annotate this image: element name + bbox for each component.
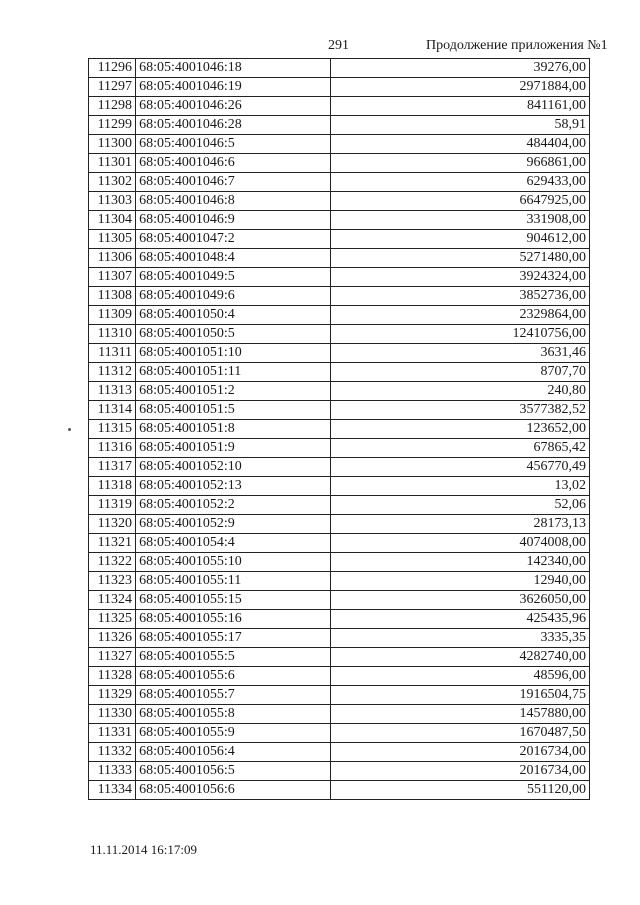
table-row: [89, 534, 590, 553]
table-row: [89, 496, 590, 515]
cadastral-value-cell: 3631,46: [330, 344, 589, 363]
row-number-cell: 11325: [89, 610, 136, 629]
cadastral-number-cell: 68:05:4001046:26: [136, 97, 331, 116]
row-number-cell: 11298: [89, 97, 136, 116]
table-row: [89, 249, 590, 268]
cadastral-value-cell: 1457880,00: [330, 705, 589, 724]
cadastral-value-cell: 331908,00: [330, 211, 589, 230]
cadastral-number-cell: 68:05:4001049:5: [136, 268, 331, 287]
table-body: [89, 59, 590, 800]
cadastral-value-cell: 28173,13: [330, 515, 589, 534]
cadastral-value-cell: 456770,49: [330, 458, 589, 477]
row-number-cell: 11324: [89, 591, 136, 610]
table-row: [89, 439, 590, 458]
row-number-cell: 11329: [89, 686, 136, 705]
cadastral-value-cell: 3577382,52: [330, 401, 589, 420]
cadastral-value-cell: 123652,00: [330, 420, 589, 439]
table-row: [89, 59, 590, 78]
cadastral-value-cell: 2971884,00: [330, 78, 589, 97]
table-row: [89, 705, 590, 724]
row-number-cell: 11307: [89, 268, 136, 287]
table-row: [89, 724, 590, 743]
row-number-cell: 11303: [89, 192, 136, 211]
cadastral-number-cell: 68:05:4001055:7: [136, 686, 331, 705]
cadastral-value-cell: 142340,00: [330, 553, 589, 572]
cadastral-number-cell: 68:05:4001051:8: [136, 420, 331, 439]
table-row: [89, 192, 590, 211]
cadastral-number-cell: 68:05:4001051:2: [136, 382, 331, 401]
cadastral-value-cell: 4074008,00: [330, 534, 589, 553]
table-row: [89, 363, 590, 382]
row-number-cell: 11305: [89, 230, 136, 249]
row-number-cell: 11333: [89, 762, 136, 781]
cadastral-value-cell: 52,06: [330, 496, 589, 515]
cadastral-value-cell: 67865,42: [330, 439, 589, 458]
row-number-cell: 11317: [89, 458, 136, 477]
table-row: [89, 287, 590, 306]
table-row: [89, 458, 590, 477]
row-number-cell: 11314: [89, 401, 136, 420]
cadastral-value-cell: 904612,00: [330, 230, 589, 249]
cadastral-number-cell: 68:05:4001046:8: [136, 192, 331, 211]
footer-timestamp: 11.11.2014 16:17:09: [90, 842, 198, 857]
cadastral-number-cell: 68:05:4001055:15: [136, 591, 331, 610]
cadastral-number-cell: 68:05:4001051:11: [136, 363, 331, 382]
table-row: [89, 515, 590, 534]
cadastral-value-cell: 240,80: [330, 382, 589, 401]
page-number: 291: [328, 38, 349, 53]
cadastral-number-cell: 68:05:4001050:4: [136, 306, 331, 325]
table-row: [89, 401, 590, 420]
table-row: [89, 78, 590, 97]
cadastral-value-cell: 12940,00: [330, 572, 589, 591]
table-row: [89, 591, 590, 610]
table-row: [89, 762, 590, 781]
cadastral-number-cell: 68:05:4001046:6: [136, 154, 331, 173]
row-number-cell: 11326: [89, 629, 136, 648]
cadastral-number-cell: 68:05:4001056:5: [136, 762, 331, 781]
cadastral-number-cell: 68:05:4001055:11: [136, 572, 331, 591]
cadastral-value-cell: 3626050,00: [330, 591, 589, 610]
row-number-cell: 11323: [89, 572, 136, 591]
row-number-cell: 11313: [89, 382, 136, 401]
table-row: [89, 268, 590, 287]
cadastral-number-cell: 68:05:4001046:7: [136, 173, 331, 192]
cadastral-value-cell: 841161,00: [330, 97, 589, 116]
cadastral-value-cell: 629433,00: [330, 173, 589, 192]
cadastral-number-cell: 68:05:4001055:8: [136, 705, 331, 724]
cadastral-value-cell: 425435,96: [330, 610, 589, 629]
cadastral-value-cell: 2329864,00: [330, 306, 589, 325]
row-number-cell: 11316: [89, 439, 136, 458]
page-header-title: Продолжение приложения №1: [426, 38, 608, 53]
cadastral-number-cell: 68:05:4001056:4: [136, 743, 331, 762]
row-number-cell: 11300: [89, 135, 136, 154]
row-number-cell: 11309: [89, 306, 136, 325]
table-row: [89, 116, 590, 135]
row-number-cell: 11315: [89, 420, 136, 439]
cadastral-number-cell: 68:05:4001052:10: [136, 458, 331, 477]
cadastral-value-cell: 3852736,00: [330, 287, 589, 306]
cadastral-value-cell: 484404,00: [330, 135, 589, 154]
cadastral-number-cell: 68:05:4001047:2: [136, 230, 331, 249]
cadastral-value-cell: 5271480,00: [330, 249, 589, 268]
row-number-cell: 11319: [89, 496, 136, 515]
cadastral-value-cell: 12410756,00: [330, 325, 589, 344]
cadastral-number-cell: 68:05:4001055:16: [136, 610, 331, 629]
row-number-cell: 11301: [89, 154, 136, 173]
cadastral-number-cell: 68:05:4001051:10: [136, 344, 331, 363]
cadastral-number-cell: 68:05:4001050:5: [136, 325, 331, 344]
cadastral-value-cell: 3924324,00: [330, 268, 589, 287]
cadastral-number-cell: 68:05:4001051:9: [136, 439, 331, 458]
table-row: [89, 686, 590, 705]
table-row: [89, 477, 590, 496]
table-row: [89, 97, 590, 116]
row-number-cell: 11304: [89, 211, 136, 230]
cadastral-value-cell: 58,91: [330, 116, 589, 135]
table-row: [89, 648, 590, 667]
cadastral-value-cell: 2016734,00: [330, 762, 589, 781]
cadastral-value-cell: 1916504,75: [330, 686, 589, 705]
cadastral-number-cell: 68:05:4001055:9: [136, 724, 331, 743]
table-row: [89, 344, 590, 363]
cadastral-value-cell: 3335,35: [330, 629, 589, 648]
table-row: [89, 154, 590, 173]
table-row: [89, 211, 590, 230]
cadastral-number-cell: 68:05:4001049:6: [136, 287, 331, 306]
row-number-cell: 11302: [89, 173, 136, 192]
row-number-cell: 11320: [89, 515, 136, 534]
table-row: [89, 781, 590, 800]
table-row: [89, 743, 590, 762]
table-row: [89, 420, 590, 439]
row-number-cell: 11311: [89, 344, 136, 363]
scan-speck: [68, 428, 71, 431]
cadastral-value-cell: 551120,00: [330, 781, 589, 800]
cadastral-number-cell: 68:05:4001046:18: [136, 59, 331, 78]
cadastral-value-cell: 8707,70: [330, 363, 589, 382]
cadastral-number-cell: 68:05:4001052:13: [136, 477, 331, 496]
cadastral-value-cell: 4282740,00: [330, 648, 589, 667]
table-row: [89, 325, 590, 344]
cadastral-number-cell: 68:05:4001054:4: [136, 534, 331, 553]
row-number-cell: 11306: [89, 249, 136, 268]
row-number-cell: 11327: [89, 648, 136, 667]
row-number-cell: 11299: [89, 116, 136, 135]
row-number-cell: 11318: [89, 477, 136, 496]
cadastral-number-cell: 68:05:4001055:6: [136, 667, 331, 686]
cadastral-number-cell: 68:05:4001056:6: [136, 781, 331, 800]
row-number-cell: 11331: [89, 724, 136, 743]
table-row: [89, 135, 590, 154]
table-row: [89, 553, 590, 572]
cadastral-value-cell: 48596,00: [330, 667, 589, 686]
cadastral-number-cell: 68:05:4001046:28: [136, 116, 331, 135]
row-number-cell: 11297: [89, 78, 136, 97]
table-row: [89, 610, 590, 629]
row-number-cell: 11308: [89, 287, 136, 306]
row-number-cell: 11330: [89, 705, 136, 724]
cadastral-number-cell: 68:05:4001048:4: [136, 249, 331, 268]
cadastral-value-cell: 39276,00: [330, 59, 589, 78]
row-number-cell: 11332: [89, 743, 136, 762]
row-number-cell: 11312: [89, 363, 136, 382]
cadastral-number-cell: 68:05:4001046:9: [136, 211, 331, 230]
table-row: [89, 173, 590, 192]
cadastral-value-table: [88, 58, 590, 800]
row-number-cell: 11322: [89, 553, 136, 572]
cadastral-value-cell: 6647925,00: [330, 192, 589, 211]
cadastral-value-cell: 966861,00: [330, 154, 589, 173]
cadastral-value-cell: 2016734,00: [330, 743, 589, 762]
table-row: [89, 572, 590, 591]
cadastral-number-cell: 68:05:4001052:2: [136, 496, 331, 515]
cadastral-number-cell: 68:05:4001046:19: [136, 78, 331, 97]
row-number-cell: 11334: [89, 781, 136, 800]
row-number-cell: 11328: [89, 667, 136, 686]
cadastral-value-cell: 13,02: [330, 477, 589, 496]
table-row: [89, 629, 590, 648]
table-row: [89, 667, 590, 686]
table-row: [89, 306, 590, 325]
table-row: [89, 230, 590, 249]
cadastral-value-cell: 1670487,50: [330, 724, 589, 743]
table-row: [89, 382, 590, 401]
row-number-cell: 11310: [89, 325, 136, 344]
row-number-cell: 11321: [89, 534, 136, 553]
cadastral-number-cell: 68:05:4001055:17: [136, 629, 331, 648]
cadastral-number-cell: 68:05:4001055:10: [136, 553, 331, 572]
cadastral-number-cell: 68:05:4001046:5: [136, 135, 331, 154]
cadastral-number-cell: 68:05:4001055:5: [136, 648, 331, 667]
cadastral-number-cell: 68:05:4001052:9: [136, 515, 331, 534]
row-number-cell: 11296: [89, 59, 136, 78]
cadastral-number-cell: 68:05:4001051:5: [136, 401, 331, 420]
